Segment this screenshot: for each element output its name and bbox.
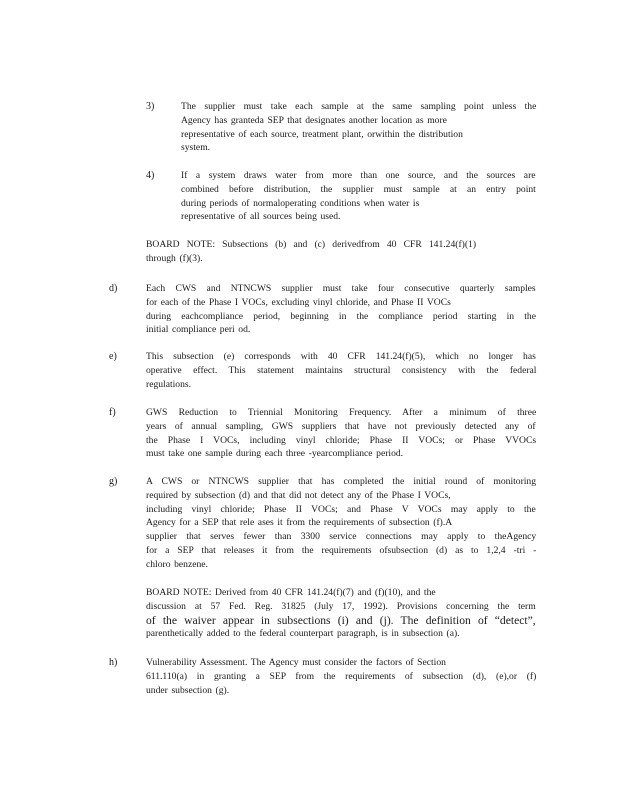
text-line: including vinyl chloride; Phase II VOCs; and Phase V VOCs may apply to the — [146, 503, 536, 515]
item-text — [181, 100, 536, 155]
text-line: for each of the Phase I VOCs, excluding vinyl chloride, and Phase II VOCs — [146, 296, 451, 308]
text-line: discussion at 57 Fed. Reg. 31825 (July 17, 1992). Provisions concerning the term — [146, 600, 536, 612]
text-line: A CWS or NTNCWS supplier that has completed the initial round of monitoring — [146, 476, 537, 487]
text-line: This subsection (e) corresponds with 40 CFR 141.24(f)(5), which no longer has — [146, 351, 536, 362]
item-text — [181, 169, 536, 224]
text-line: combined before distribution, the supplier must sample at an entry point — [181, 183, 536, 195]
item-marker: 4) — [146, 170, 155, 181]
item-text — [146, 350, 536, 391]
text-line: through (f)(3). — [146, 252, 203, 264]
text-line: chloro benzene. — [146, 558, 208, 570]
item-marker: g) — [109, 476, 118, 487]
text-line: BOARD NOTE: Subsections (b) and (c) derivedfrom 40 CFR 141.24(f)(1) — [146, 239, 477, 250]
item-marker: e) — [109, 351, 117, 362]
item-text — [146, 406, 536, 461]
text-line: GWS Reduction to Triennial Monitoring Frequency. After a minimum of three — [146, 407, 537, 418]
board-note — [146, 586, 536, 641]
text-line: 611.110(a) in granting a SEP from the requirements of subsection (d), (e),or (f) — [146, 670, 537, 682]
text-line: operative effect. This statement maintains structural consistency with the federal — [146, 364, 537, 376]
board-note — [146, 238, 476, 266]
text-line: Agency has granteda SEP that designates another location as more — [181, 114, 447, 126]
item-marker: f) — [109, 407, 116, 418]
text-line: Each CWS and NTNCWS supplier must take four consecutive quarterly samples — [146, 283, 536, 294]
text-line: Agency for a SEP that rele ases it from the requirements of subsection (f).A — [146, 517, 453, 529]
text-line: representative of each source, treatment plant, orwithin the distribution — [181, 128, 463, 140]
text-line: for a SEP that releases it from the requirements ofsubsection (d) as to 1,2,4 -tri - — [146, 544, 537, 556]
text-line: representative of all sources being used. — [181, 211, 341, 223]
item-marker: 3) — [146, 101, 155, 112]
text-line: of the waiver appear in subsections (i) and (j). The definition of “detect”, — [146, 613, 536, 627]
text-line: regulations. — [146, 378, 192, 390]
text-line: under subsection (g). — [146, 684, 230, 696]
text-line: the Phase I VOCs, including vinyl chloride; Phase II VOCs; or Phase VVOCs — [146, 434, 537, 446]
item-text — [146, 282, 536, 337]
text-line: supplier that serves fewer than 3300 service connections may apply to theAgency — [146, 531, 537, 543]
item-text — [146, 475, 536, 572]
item-text — [146, 656, 536, 697]
text-line: initial compliance peri od. — [146, 324, 251, 336]
text-line: If a system draws water from more than one source, and the sources are — [181, 170, 536, 181]
text-line: system. — [181, 142, 211, 154]
text-line: required by subsection (d) and that did not detect any of the Phase I VOCs, — [146, 489, 451, 501]
item-marker: d) — [109, 283, 118, 294]
text-line: during eachcompliance period, beginning in the compliance period starting in the — [146, 310, 536, 322]
text-line: parenthetically added to the federal counterpart paragraph, is in subsection (a). — [146, 628, 460, 640]
text-line: Vulnerability Assessment. The Agency must consider the factors of Section — [146, 657, 446, 668]
item-marker: h) — [109, 657, 118, 668]
text-line: must take one sample during each three -yearcompliance period. — [146, 448, 404, 460]
text-line: during periods of normaloperating conditions when water is — [181, 197, 420, 209]
text-line: BOARD NOTE: Derived from 40 CFR 141.24(f)(7) and (f)(10), and the — [146, 587, 436, 598]
text-line: years of annual sampling, GWS suppliers that have not previously detected any of — [146, 420, 536, 432]
text-line: The supplier must take each sample at the same sampling point unless the — [181, 101, 537, 112]
